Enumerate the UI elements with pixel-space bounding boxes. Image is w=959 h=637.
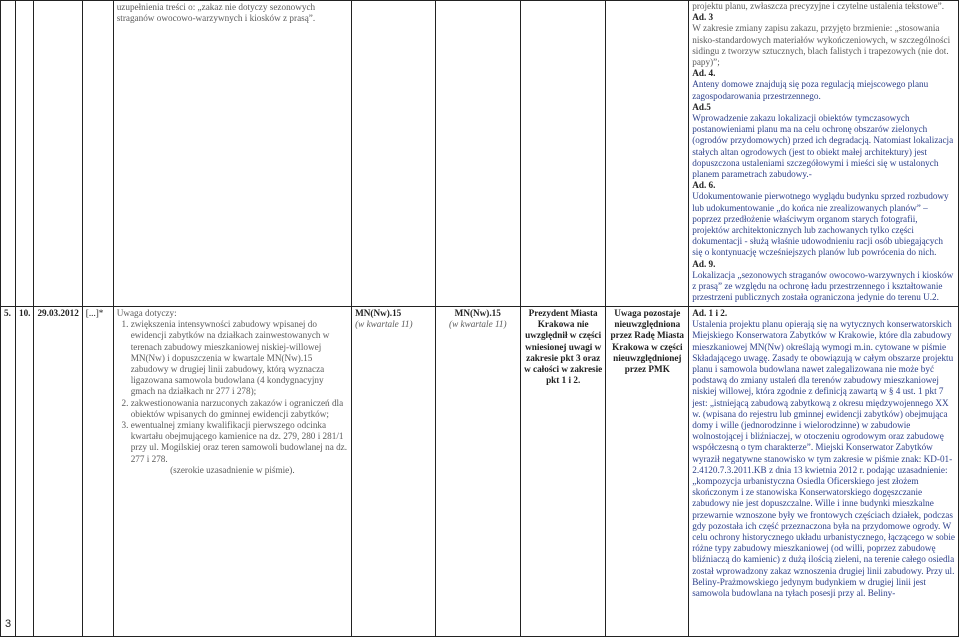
list-item: 3. ewentualnej zmiany kwalifikacji pierwszego odcinka kwartału obejmującego kamienice na dz. 279, 280 i 281/1 przy ul. Mogilskiej oraz teren samowoli budowlanej na dz. 277 i 278. bbox=[131, 420, 348, 465]
cell-date: 29.03.2012 bbox=[34, 307, 82, 637]
subject-tail-text: uzupełnienia treści o: „zakaz nie dotyczy sezonowych straganów owocowo-warzywnych i kiosków z prasą”. bbox=[116, 2, 316, 24]
cell-name bbox=[82, 1, 113, 307]
page-number: 3 bbox=[5, 618, 12, 630]
list-item: 2. zakwestionowania narzuconych zakazów i ograniczeń dla obiektów wpisanych do gminnej ewidencji zabytków; bbox=[131, 398, 348, 420]
ad3-heading: Ad. 3 bbox=[692, 12, 714, 23]
subject-note: (szerokie uzasadnienie w piśmie). bbox=[170, 464, 295, 475]
table-row bbox=[1, 1, 959, 307]
cell-area-2 bbox=[435, 307, 520, 637]
subject-title: Uwaga dotyczy: bbox=[116, 308, 177, 318]
cell-justification bbox=[689, 1, 959, 307]
ad3-text: W zakresie zmiany zapisu zakazu, przyjęto brzmienie: „stosowania nisko-standardowych materiałów wykończeniowych, w szczególności sidingu z tworzyw sztucznych, blach falistych i trapezowych (nie dot. papy)”; bbox=[692, 23, 951, 68]
ad12-heading: Ad. 1 i 2. bbox=[692, 308, 728, 318]
table-row bbox=[1, 307, 959, 637]
cell-area-1 bbox=[352, 1, 435, 307]
list-item: 1. zwiększenia intensywności zabudowy wpisanej do ewidencji zabytków na działkach zainwestowanych w terenach zabudowy mieszkaniowej niskiej-willowej MN(Nw) i dopuszczenia w kwartale MN(Nw).15 zabudowy w drugiej linii zabudowy, którą wyznacza ligazowana samowola budowlana (4 kondygnacyjny gmach na działkach nr 277 i 278); bbox=[131, 319, 348, 397]
ad4-text: Anteny domowe znajdują się poza regulacją miejscowego planu zagospodarowania przestrzennego. bbox=[692, 79, 929, 101]
subject-list bbox=[117, 319, 348, 465]
ad9-text: Lokalizacja „sezonowych straganów owocowo-warzywnych i kiosków z prasą” ze względu na ochronę ładu przestrzennego i kształtowanie przestrzeni publicznych została ograniczona jedynie do terenu U.2. bbox=[692, 269, 954, 303]
cell-area-2 bbox=[435, 1, 520, 307]
cell-lp bbox=[1, 1, 16, 307]
cell-num: 10. bbox=[15, 307, 33, 637]
justification-intro: projektu planu, zwłaszcza precyzyjne i czytelne ustalenia tekstowe”. bbox=[692, 1, 944, 11]
ad12-text: Ustalenia projektu planu opierają się na wytycznych konserwatorskich Miejskiego Konserwatora Zabytków w Krakowie, które dla zabudowy mieszkaniowej MN(Nw) określają wymogi m.in. cytowane w piśmie Składającego uwagę. Zasady te obowiązują w całym obszarze projektu planu i samowola budowlana nawet zalegalizowana nie może być podstawą do zmiany ustaleń dla terenów zabudowy mieszkaniowej niskiej willowej, która zgodnie z definicją zawartą w § 4 ust. 1 pkt 7 jest: „istniejącą zabudową zabytkową z okresu międzywojennego XX w. (wpisana do rejestru lub gminnej ewidencji zabytków) obejmująca domy i wille (jednorodzinne i wielorodzinne) w zabudowie wolnostojącej i bliźniaczej, w otoczeniu ogrodowym oraz zabudowę współczesną o tym charakterze”. Miejski Konserwator Zabytków wyraził negatywne stanowisko w tym zakresie w piśmie znak: KD-01-2.4120.7.3.2011.KB z dnia 13 kwietnia 2012 r. podając uzasadnienie: „kompozycja urbanistyczna Osiedla Oficerskiego jest złożem skończonym i ze stanowiska Konserwatorskiego dogęszczanie zabudowy nie jest dopuszczalne. Wille i inne budynki mieszkalne przewarnie wznoszone były we frontowych częściach działek, podczas gdy pozostała ich część przeznaczona była na przydomowe ogrody. W celu ochrony historycznego układu urbanistycznego, łączącego w sobie różne typy zabudowy mieszkaniowej (od willi, poprzez zabudowę bliźniaczą do kamienic) z dużą ilością zieleni, na terenie całego osiedla został wprowadzony zakaz wznoszenia drugiej linii zabudowy. Przy ul. Beliny-Prażmowskiego jedynym budynkiem w drugiej linii jest samowola budowlana na tyłach posesji przy al. Beliny- bbox=[692, 319, 955, 599]
ad5-heading: Ad.5 bbox=[692, 101, 711, 112]
ad6-text: Udokumentowanie pierwotnego wyglądu budynku sprzed rozbudowy lub udokumentowanie „do końca nie zrealizowanych planów” – poprzez przedłożenie właściwym organom starych fotografii, projektów architektonicznych lub zachowanych tylko części dokumentacji - służą właśnie udowodnieniu racji osób ubiegających się o kontynuację wcześniejszych planów lub powrócenia do nich. bbox=[692, 191, 949, 258]
area-2-code: MN(Nw).15 bbox=[454, 308, 501, 318]
cell-justification bbox=[689, 307, 959, 637]
ad4-heading: Ad. 4. bbox=[692, 68, 716, 79]
cell-num bbox=[15, 1, 33, 307]
cell-council: Uwaga pozostaje nieuwzględniona przez Radę Miasta Krakowa w części nieuwzględnionej przez PMK bbox=[606, 307, 689, 637]
cell-president bbox=[520, 1, 605, 307]
area-2-note: (w kwartale 11) bbox=[449, 319, 507, 330]
cell-area-1 bbox=[352, 307, 435, 637]
area-1-code: MN(Nw).15 bbox=[355, 308, 402, 318]
cell-council bbox=[606, 1, 689, 307]
ad6-heading: Ad. 6. bbox=[692, 180, 716, 191]
cell-lp: 5. bbox=[1, 307, 16, 637]
cell-subject bbox=[113, 307, 351, 637]
cell-date bbox=[34, 1, 82, 307]
cell-name: [...]* bbox=[82, 307, 113, 637]
ad5-text: Wprowadzenie zakazu lokalizacji obiektów tymczasowych postanowieniami planu ma na celu ochronę obszarów zielonych (ogrodów przydomowych) przed ich degradacją. Natomiast lokalizacja stałych altan ogrodowych (jest to obiekt małej architektury) jest dopuszczona ustaleniami szczegółowymi i mieści się w ustalonych planem parametrach zabudowy.- bbox=[692, 113, 954, 180]
ad9-heading: Ad. 9. bbox=[692, 258, 716, 269]
area-1-note: (w kwartale 11) bbox=[355, 319, 413, 330]
cell-president: Prezydent Miasta Krakowa nie uwzględnił w części wniesionej uwagi w zakresie pkt 3 oraz w całości w zakresie pkt 1 i 2. bbox=[520, 307, 605, 637]
cell-subject bbox=[113, 1, 351, 307]
